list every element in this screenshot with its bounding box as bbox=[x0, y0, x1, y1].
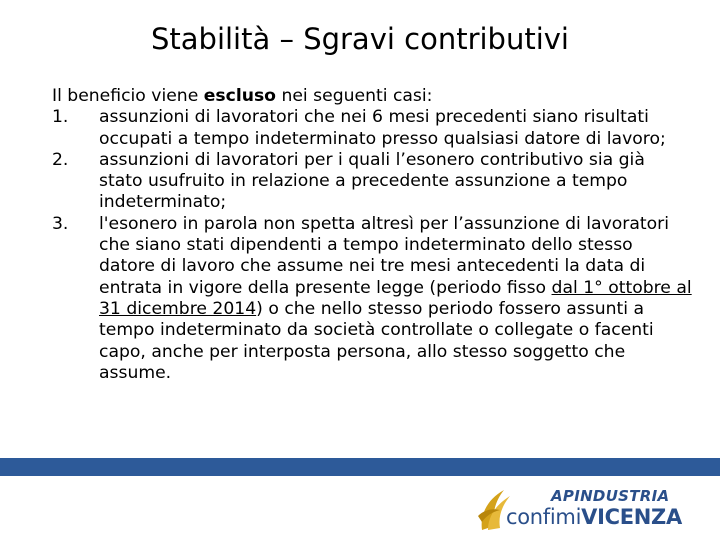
list-item-text: assunzioni di lavoratori per i quali l’esonero contributivo sia già stato usufruito in relazione a precedente assunzione a tempo indeterminato; bbox=[99, 149, 645, 213]
logo-confimi-part: confimi bbox=[506, 505, 582, 529]
logo-apindustria-text: APINDUSTRIA bbox=[551, 487, 670, 505]
list-item-number: 1. bbox=[52, 107, 69, 128]
exclusion-list bbox=[52, 107, 692, 384]
list-item bbox=[52, 150, 692, 214]
apindustria-logo bbox=[476, 486, 696, 532]
slide-body bbox=[52, 86, 692, 384]
slide-title: Stabilità – Sgravi contributivi bbox=[150, 22, 569, 56]
list-item-text-pre: l'esonero in parola non spetta altresì per l’assunzione di lavoratori che siano stati dipendenti a tempo indeterminato dello stesso datore di lavoro che assume nei tre mesi antecedenti la data di entrata in vigore della presente legge (periodo fisso bbox=[99, 213, 669, 298]
logo-vicenza-part: VICENZA bbox=[581, 505, 682, 529]
list-item bbox=[52, 107, 692, 150]
intro-post: nei seguenti casi: bbox=[276, 86, 433, 106]
intro-pre: Il beneficio viene bbox=[52, 86, 204, 106]
list-item bbox=[52, 214, 692, 384]
intro-text bbox=[52, 86, 692, 107]
date-range-link: dal 1° ottobre al 31 dicembre 2014 bbox=[99, 277, 692, 319]
intro-bold: escluso bbox=[203, 86, 276, 106]
footer-bar bbox=[0, 458, 720, 476]
list-item-text-post: ) o che nello stesso periodo fossero assunti a tempo indeterminato da società controllate o collegate o facenti capo, anche per interposta persona, allo stesso soggetto che assume. bbox=[99, 298, 654, 383]
list-item-number: 3. bbox=[52, 213, 69, 234]
logo-confimi-text bbox=[506, 505, 682, 529]
list-item-number: 2. bbox=[52, 149, 69, 170]
list-item-text: assunzioni di lavoratori che nei 6 mesi precedenti siano risultati occupati a tempo indeterminato presso qualsiasi datore di lavoro; bbox=[99, 107, 666, 149]
